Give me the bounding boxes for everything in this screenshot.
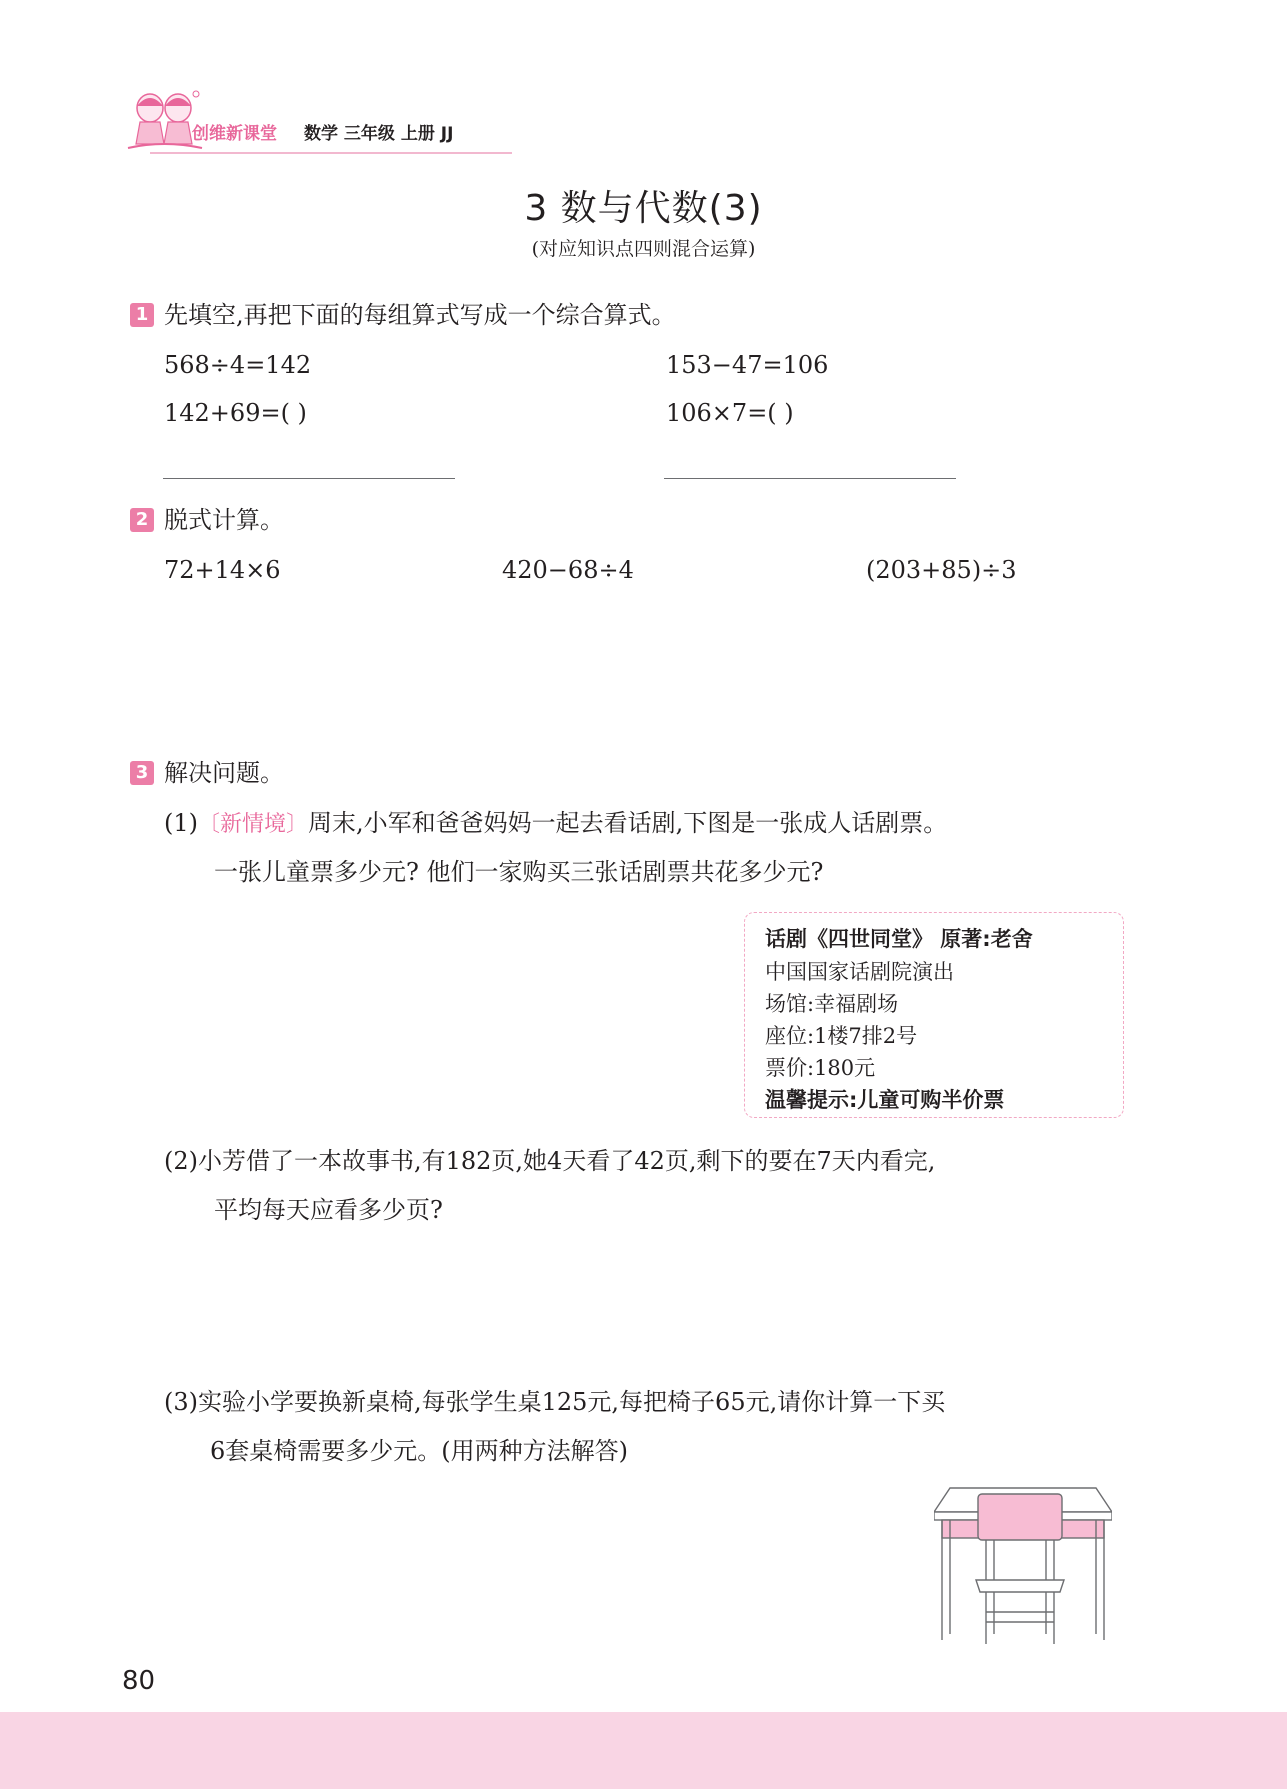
desk-chair-illustration xyxy=(934,1484,1112,1646)
answer-line[interactable] xyxy=(664,478,956,479)
equation: 106×7=( ) xyxy=(666,399,794,427)
expression: (203+85)÷3 xyxy=(866,556,1017,584)
page-number: 80 xyxy=(122,1666,156,1696)
ticket-line: 中国国家话剧院演出 xyxy=(765,960,954,984)
expression: 420−68÷4 xyxy=(502,556,634,584)
sub-question-text: (3)实验小学要换新桌椅,每张学生桌125元,每把椅子65元,请你计算一下买 xyxy=(164,1388,946,1416)
ticket-price: 票价:180元 xyxy=(765,1056,876,1080)
footer-band xyxy=(0,1712,1287,1789)
question-number-badge: 3 xyxy=(130,761,154,785)
sub-question xyxy=(164,808,947,840)
brand-name: 创维新课堂 xyxy=(192,124,277,144)
question-prompt: 先填空,再把下面的每组算式写成一个综合算式。 xyxy=(164,301,676,329)
question-prompt: 脱式计算。 xyxy=(164,506,284,534)
equation: 153−47=106 xyxy=(666,351,829,379)
sub-question-text: 一张儿童票多少元? 他们一家购买三张话剧票共花多少元? xyxy=(214,858,824,886)
sub-question-label: (1) xyxy=(164,809,198,837)
ticket-title: 话剧《四世同堂》 原著:老舍 xyxy=(765,927,1033,951)
sub-question-text: 6套桌椅需要多少元。(用两种方法解答) xyxy=(210,1437,628,1465)
theater-ticket xyxy=(744,912,1124,1118)
sub-question-text: 平均每天应看多少页? xyxy=(214,1196,443,1224)
subject-line: 数学 三年级 上册 JJ xyxy=(304,124,454,144)
question-number-badge: 2 xyxy=(130,508,154,532)
header-divider xyxy=(150,152,512,154)
chapter-subtitle: (对应知识点四则混合运算) xyxy=(531,238,756,260)
ticket-line: 场馆:幸福剧场 xyxy=(765,992,899,1016)
sub-question-text: 周末,小军和爸爸妈妈一起去看话剧,下图是一张成人话剧票。 xyxy=(308,809,948,837)
chapter-title: 3 数与代数(3) xyxy=(524,188,763,229)
question-prompt: 解决问题。 xyxy=(164,759,284,787)
expression: 72+14×6 xyxy=(164,556,281,584)
answer-line[interactable] xyxy=(163,478,455,479)
ticket-line: 座位:1楼7排2号 xyxy=(765,1024,918,1048)
ticket-tip: 温馨提示:儿童可购半价票 xyxy=(765,1088,1005,1112)
new-context-tag: 〔新情境〕 xyxy=(198,812,309,837)
question-number-badge: 1 xyxy=(130,303,154,327)
equation: 568÷4=142 xyxy=(164,351,312,379)
sub-question-text: (2)小芳借了一本故事书,有182页,她4天看了42页,剩下的要在7天内看完, xyxy=(164,1147,936,1175)
equation: 142+69=( ) xyxy=(164,399,307,427)
